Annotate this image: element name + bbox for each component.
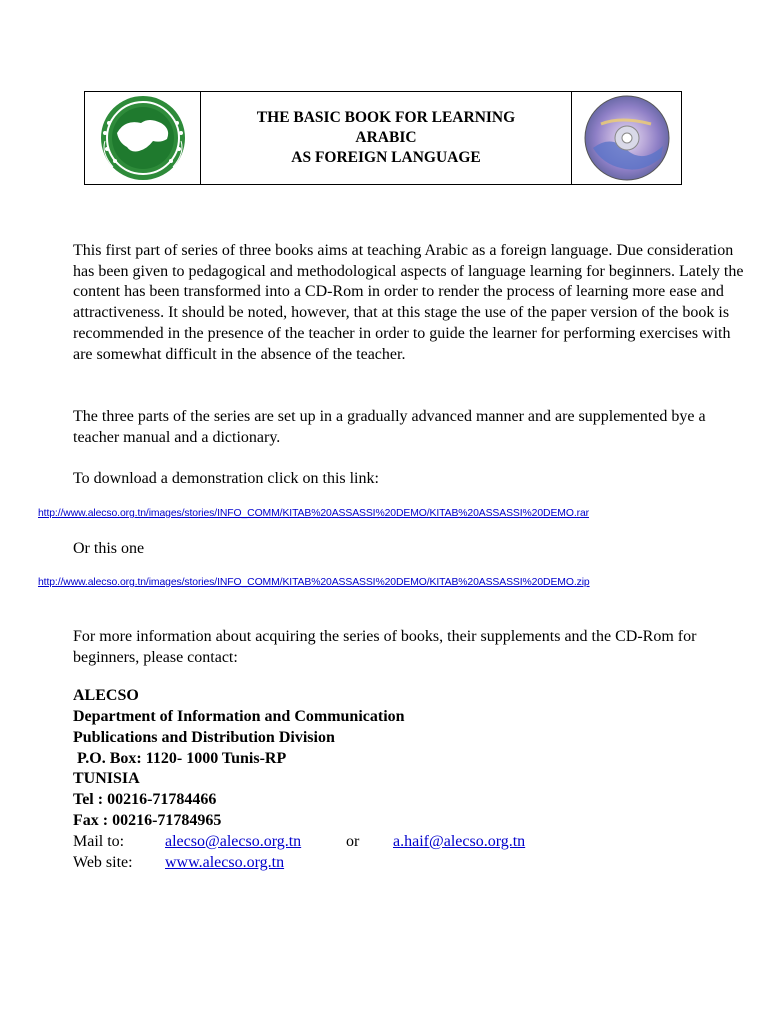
- website-link[interactable]: www.alecso.org.tn: [165, 854, 285, 871]
- demo-rar-link[interactable]: http://www.alecso.org.tn/images/stories/INFO_COMM/KITAB%20ASSASSI%20DEMO/KITAB%20ASSASSI%20DEMO.rar: [38, 508, 590, 519]
- title-line-2: ARABIC: [355, 129, 417, 146]
- or-this-one-text: Or this one: [73, 540, 145, 557]
- contact-country: TUNISIA: [73, 770, 140, 787]
- series-paragraph: The three parts of the series are set up in a gradually advanced manner and are supplemented bye a teacher manual and a dictionary.: [73, 408, 706, 446]
- download-instruction: To download a demonstration click on this link:: [73, 470, 379, 487]
- document-title: [201, 92, 571, 184]
- title-line-3: AS FOREIGN LANGUAGE: [291, 149, 481, 166]
- title-line-1: THE BASIC BOOK FOR LEARNING: [256, 109, 516, 126]
- logo-cell: [85, 92, 201, 184]
- contact-po-box: P.O. Box: 1120- 1000 Tunis-RP: [73, 750, 287, 767]
- cd-rom-icon: [581, 94, 673, 182]
- alecso-emblem-icon: [91, 93, 195, 183]
- contact-division: Publications and Distribution Division: [73, 729, 335, 746]
- mail-label: Mail to:: [73, 833, 125, 850]
- web-row: [73, 853, 573, 875]
- mail-link-haif[interactable]: a.haif@alecso.org.tn: [393, 833, 526, 850]
- web-label: Web site:: [73, 854, 133, 871]
- mail-link-alecso[interactable]: alecso@alecso.org.tn: [165, 833, 302, 850]
- contact-org: ALECSO: [73, 687, 139, 704]
- mail-or-label: or: [346, 833, 360, 850]
- contact-tel: Tel : 00216-71784466: [73, 791, 217, 808]
- contact-department: Department of Information and Communication: [73, 708, 405, 725]
- contact-fax: Fax : 00216-71784965: [73, 812, 222, 829]
- cd-cell: [571, 92, 681, 184]
- more-info-paragraph: For more information about acquiring the series of books, their supplements and the CD-Rom for beginners, please contact:: [73, 628, 697, 666]
- title-table: [84, 91, 682, 185]
- intro-paragraph: This first part of series of three books aims at teaching Arabic as a foreign language. Due consideration has been given to pedagogical and methodological aspects of language learning for beginners. Lately the content has been transformed into a CD-Rom in order to render the process of learning more ease and attractiveness. It should be noted, however, that at this stage the use of the paper version of the book is recommended in the presence of the teacher in order to guide the learner for performing exercises with are somewhat difficult in the absence of the teacher.: [73, 242, 744, 363]
- mail-row: [73, 832, 573, 854]
- demo-zip-link[interactable]: http://www.alecso.org.tn/images/stories/INFO_COMM/KITAB%20ASSASSI%20DEMO/KITAB%20ASSASSI%20DEMO.zip: [38, 577, 590, 588]
